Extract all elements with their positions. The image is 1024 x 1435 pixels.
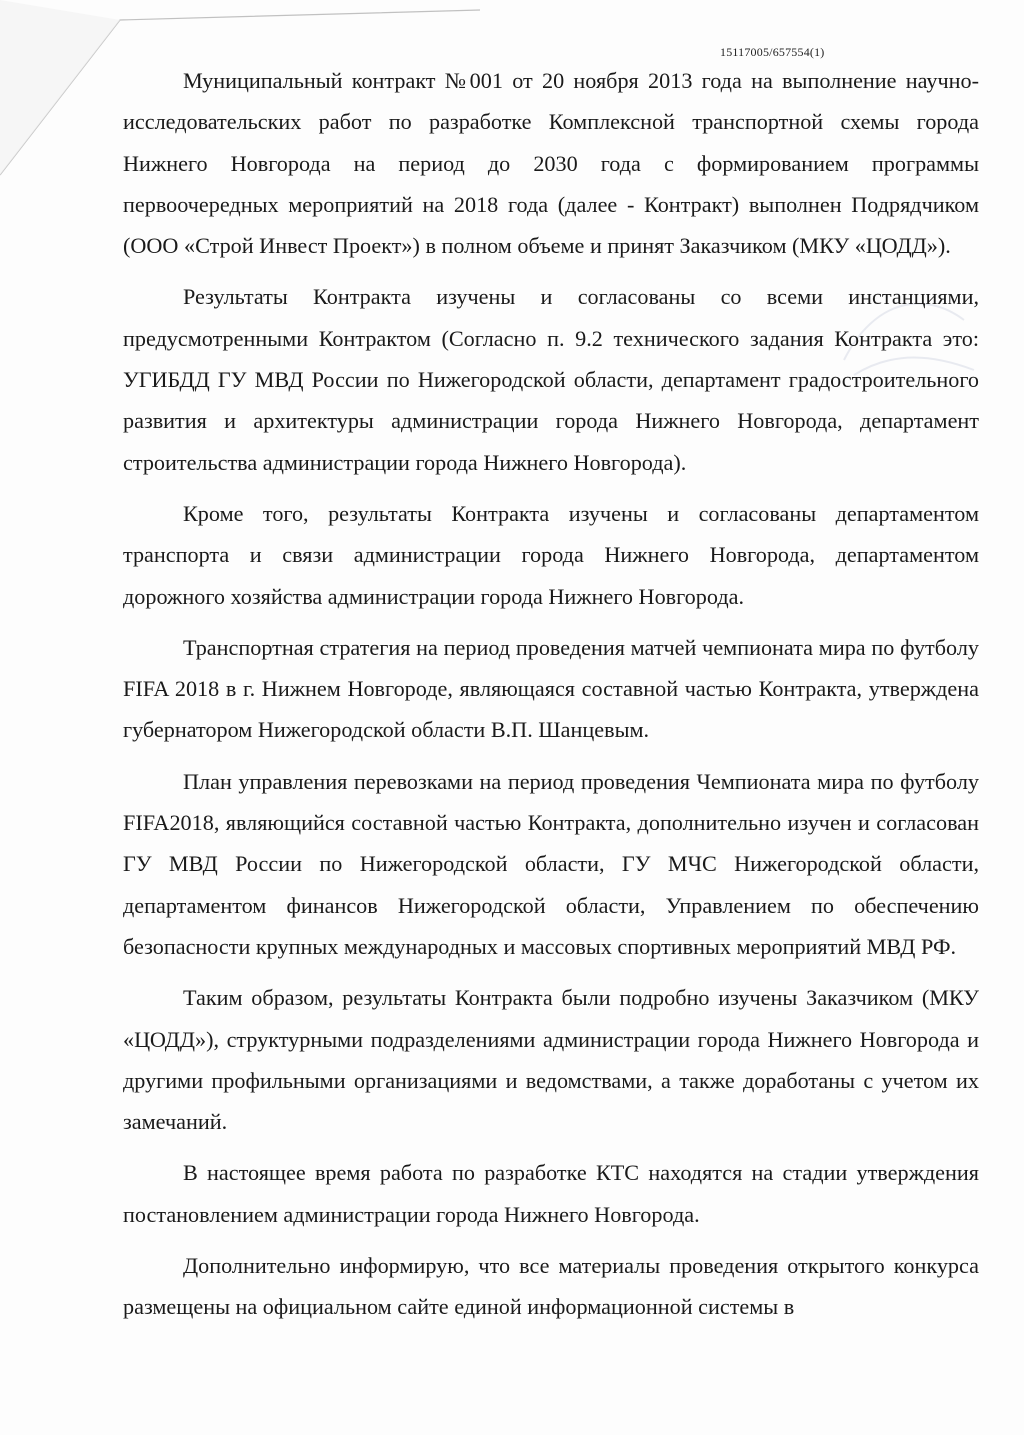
paragraph-transport-strategy: Транспортная стратегия на период проведения матчей чемпионата мира по футболу FIFA 2018 в г. Нижнем Новгороде, являющаяся составной частью Контракта, утверждена губернатором Нижегородской области В.П. Шанцевым. (123, 634, 979, 743)
document-number: 15117005/657554(1) (720, 45, 825, 59)
paragraph-current-status: В настоящее время работа по разработке КТС находятся на стадии утверждения постановлением администрации города Нижнего Новгорода. (123, 1160, 979, 1227)
paragraph-transport-plan: План управления перевозками на период проведения Чемпионата мира по футболу FIFA2018, являющийся составной частью Контракта, дополнительно изучен и согласован ГУ МВД России по Нижегородской области, ГУ МЧС Нижегородской области, департаментом финансов Нижегородской области, Управлением по обеспечению безопасности крупных международных и массовых спортивных мероприятий МВД РФ. (123, 768, 979, 959)
paragraph-summary: Таким образом, результаты Контракта были подробно изучены Заказчиком (МКУ «ЦОДД»), структурными подразделениями администрации города Нижнего Новгорода и другими профильными организациями и ведомствами, а также доработаны с учетом их замечаний. (123, 985, 979, 1135)
paragraph-contract-completion: Муниципальный контракт №001 от 20 ноября 2013 года на выполнение научно-исследовательских работ по разработке Комплексной транспортной схемы города Нижнего Новгорода на период до 2030 года с формированием программы первоочередных мероприятий на 2018 года (далее - Контракт) выполнен Подрядчиком (ООО «Строй Инвест Проект») в полном объеме и принят Заказчиком (МКУ «ЦОДД»). (123, 68, 979, 259)
paragraph-additional-info: Дополнительно информирую, что все материалы проведения открытого конкурса размещены на официальном сайте единой информационной системы в (123, 1253, 979, 1320)
paragraph-results-approved: Результаты Контракта изучены и согласованы со всеми инстанциями, предусмотренными Контрактом (Согласно п. 9.2 технического задания Контракта это: УГИБДД ГУ МВД России по Нижегородской области, департамент градостроительного развития и архитектуры администрации города Нижнего Новгорода, департамент строительства администрации города Нижнего Новгорода). (123, 284, 979, 475)
letter-body (123, 60, 979, 1328)
paragraph-additional-approval: Кроме того, результаты Контракта изучены и согласованы департаментом транспорта и связи администрации города Нижнего Новгорода, департаментом дорожного хозяйства администрации города Нижнего Новгорода. (123, 500, 979, 609)
